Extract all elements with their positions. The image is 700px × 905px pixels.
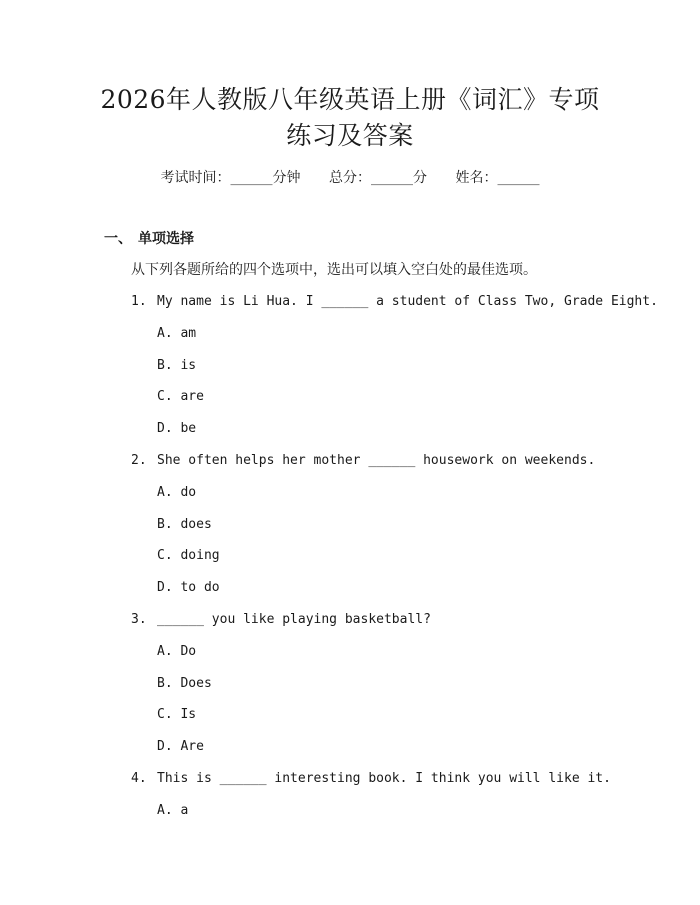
question-text: ______ you like playing basketball?	[157, 612, 431, 627]
total-score-blank: ______	[371, 170, 413, 186]
exam-time-label: 考试时间：	[160, 170, 231, 186]
question-3	[131, 610, 431, 630]
total-score-label: 总分：	[329, 170, 371, 186]
question-4	[131, 769, 611, 789]
question-3-option-b: B. Does	[157, 676, 212, 691]
student-name-blank: ______	[497, 170, 540, 186]
question-2	[131, 451, 595, 471]
section-title: 单项选择	[138, 231, 194, 247]
question-number: 2.	[131, 453, 147, 468]
question-4-option-a: A. a	[157, 803, 189, 818]
exam-meta	[0, 168, 700, 188]
student-name-label: 姓名：	[455, 170, 498, 186]
question-2-option-a: A. do	[157, 485, 197, 500]
section-instruction: 从下列各题所给的四个选项中，选出可以填入空白处的最佳选项。	[131, 262, 537, 278]
page-title-line2: 练习及答案	[286, 121, 414, 150]
page-title-line1: 2026年人教版八年级英语上册《词汇》专项	[100, 85, 600, 114]
question-1	[131, 292, 658, 312]
question-3-option-c: C. Is	[157, 707, 197, 722]
question-1-option-c: C. are	[157, 389, 204, 404]
question-3-option-d: D. Are	[157, 739, 204, 754]
question-text: She often helps her mother ______ housework on weekends.	[157, 453, 596, 468]
question-number: 4.	[131, 771, 147, 786]
question-text: My name is Li Hua. I ______ a student of Class Two, Grade Eight.	[157, 294, 658, 309]
question-2-option-d: D. to do	[157, 580, 220, 595]
question-2-option-b: B. does	[157, 517, 212, 532]
question-number: 3.	[131, 612, 147, 627]
question-1-option-b: B. is	[157, 358, 197, 373]
total-score	[329, 168, 427, 188]
exam-time-unit: 分钟	[272, 170, 301, 186]
question-text: This is ______ interesting book. I think you will like it.	[157, 771, 611, 786]
question-1-option-d: D. be	[157, 421, 197, 436]
question-1-option-a: A. am	[157, 326, 197, 341]
student-name	[455, 168, 539, 188]
section-heading	[104, 229, 194, 249]
question-2-option-c: C. doing	[157, 548, 220, 563]
question-3-option-a: A. Do	[157, 644, 197, 659]
section-number: 一、	[104, 231, 132, 247]
total-score-unit: 分	[413, 170, 427, 186]
exam-time	[161, 168, 301, 188]
question-number: 1.	[131, 294, 147, 309]
exam-time-blank: ______	[230, 170, 273, 186]
